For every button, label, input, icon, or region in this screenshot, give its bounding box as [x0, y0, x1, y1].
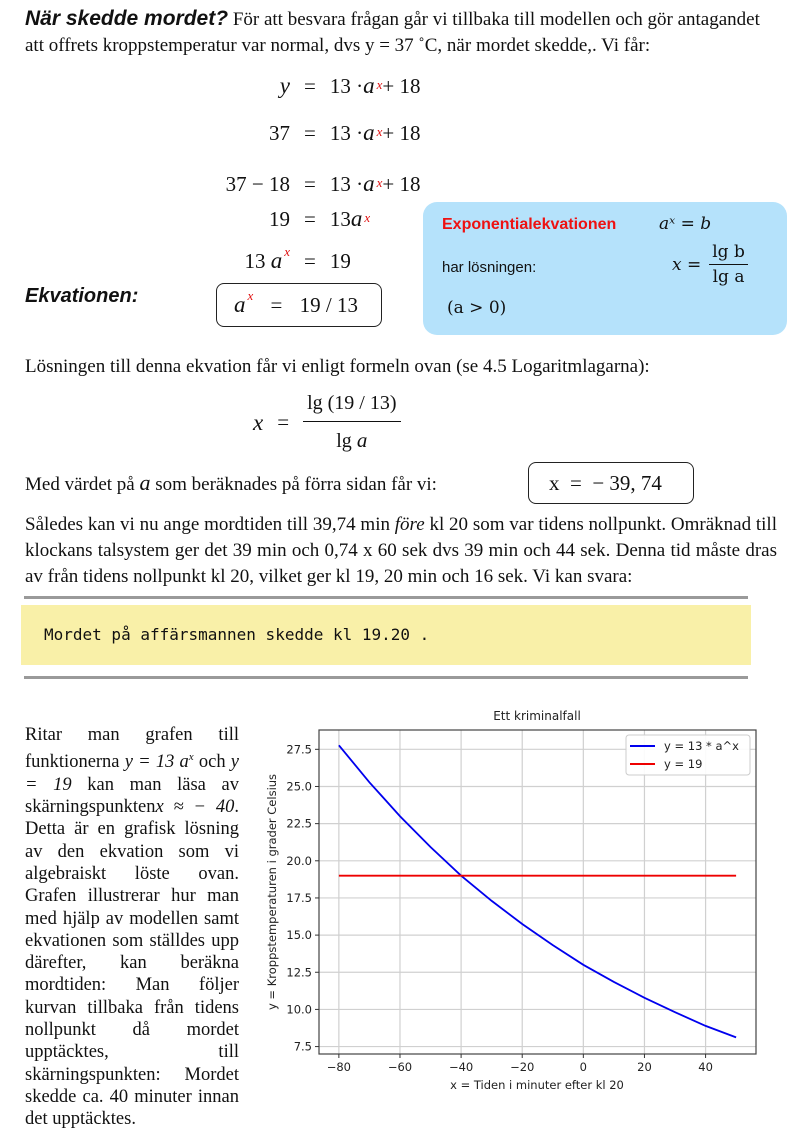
- x-tick-label: −60: [387, 1060, 413, 1074]
- solution-intro: Lösningen till denna ekvation får vi enligt formeln ovan (se 4.5 Logaritmlagarna):: [25, 356, 650, 377]
- result-value: x = − 39, 74: [549, 471, 662, 495]
- x-tick-label: 20: [637, 1060, 652, 1074]
- intro-paragraph: [25, 6, 780, 59]
- y-tick-label: 15.0: [286, 928, 312, 943]
- y-tick-label: 22.5: [286, 816, 312, 831]
- info-box-solution: x = $\frac{\text{lg b}}{\text{lg a}}$: [672, 242, 748, 287]
- intro-text: För att besvara frågan går vi tillbaka till modellen och gör antagandet att offrets kroppstemperatur var normal, dvs y = 37 ˚C, när mordet skedde,. Vi får:: [25, 9, 760, 56]
- boxed-equation: a $^x$ = 19 / 13: [216, 283, 382, 327]
- y-tick-label: 12.5: [286, 965, 312, 980]
- curve-exponential: [339, 745, 736, 1037]
- x-tick-label: −20: [510, 1060, 535, 1074]
- value-text: Med värdet på a som beräknades på förra sidan får vi:: [25, 470, 437, 495]
- derivation-row-1: y = 13 · a $^x$ + 18: [279, 73, 421, 98]
- y-tick-label: 20.0: [286, 853, 312, 868]
- info-box-equation: aˣ = b: [659, 214, 712, 234]
- y-tick-label: 27.5: [286, 742, 312, 757]
- answer-top-rule: [24, 596, 748, 599]
- chart-series: [339, 745, 736, 1037]
- conclusion-paragraph: Således kan vi nu ange mordtiden till 39,74 min före kl 20 som var tidens nollpunkt. Omräknad till klockans talsystem ger det 39 min och 0,74 x 60 sek dvs 39 min och 44 sek. Denna tid måste dras av från tidens nollpunkt kl 20, vilket ger kl 19, 20 min och 16 sek. Vi kan svara:: [25, 514, 777, 587]
- x-tick-label: −40: [448, 1060, 474, 1074]
- chart-grid: [319, 730, 756, 1054]
- info-box-exponential-equation: [423, 202, 787, 335]
- derivation-row-3: 37 − 18 = 13 · a $^x$ + 18: [225, 171, 421, 196]
- chart-legend: [626, 735, 750, 775]
- graph-explanation: Ritar man grafen till funktionerna y = 13 $a^x$ och y = 19 kan man läsa av skärningspunktenx ≈ − 40. Detta är en grafisk lösning av den ekvation som vi algebraiskt löste ovan. Grafen illustrerar hur man med hjälp av modellen samt ekvationen som ställdes upp därefter, kan beräkna mordtiden: Man följer kurvan tillbaka från tidens nollpunkt då mordet upptäcktes, till skärningspunkten: Mordet skedde ca. 40 minuter innan det upptäcktes.: [25, 725, 240, 1130]
- section-heading: När skedde mordet?: [25, 7, 229, 30]
- info-box-condition: (a > 0): [447, 298, 507, 318]
- legend-label-constant: y = 19: [664, 757, 703, 771]
- info-box-solution-label: har lösningen:: [442, 259, 537, 276]
- derivation-row-4: 19 = 13 a $^x$: [269, 206, 371, 231]
- derivation-row-2: 37 = 13 · a $^x$ + 18: [269, 120, 421, 145]
- y-tick-label: 17.5: [286, 890, 312, 905]
- solution-formula: x = $\frac{\lg (19 / 13)}{\text{lg a}}$: [253, 392, 401, 453]
- chart-ett-kriminalfall: [250, 700, 780, 1100]
- answer-box: [21, 605, 751, 665]
- chart-ticks: [286, 742, 713, 1074]
- derivation-row-5: 13 a $^x$ = 19: [244, 244, 351, 273]
- result-box: [528, 462, 694, 504]
- answer-text: Mordet på affärsmannen skedde kl 19.20 .: [44, 625, 430, 644]
- y-tick-label: 25.0: [286, 779, 312, 794]
- x-tick-label: −80: [326, 1060, 352, 1074]
- x-tick-label: 40: [698, 1060, 713, 1074]
- answer-bottom-rule: [24, 676, 748, 679]
- chart-xlabel: x = Tiden i minuter efter kl 20: [450, 1078, 624, 1092]
- chart-axes-frame: [319, 730, 756, 1054]
- info-box-title: Exponentialekvationen: [442, 216, 617, 233]
- y-tick-label: 10.0: [286, 1002, 312, 1017]
- chart-ylabel: y = Kroppstemperaturen i grader Celsius: [265, 773, 279, 1011]
- equation-label: Ekvationen:: [25, 285, 139, 307]
- chart-title: Ett kriminalfall: [493, 709, 581, 723]
- legend-label-curve: y = 13 * a^x: [664, 739, 739, 753]
- y-tick-label: 7.5: [293, 1039, 312, 1054]
- x-tick-label: 0: [579, 1060, 588, 1074]
